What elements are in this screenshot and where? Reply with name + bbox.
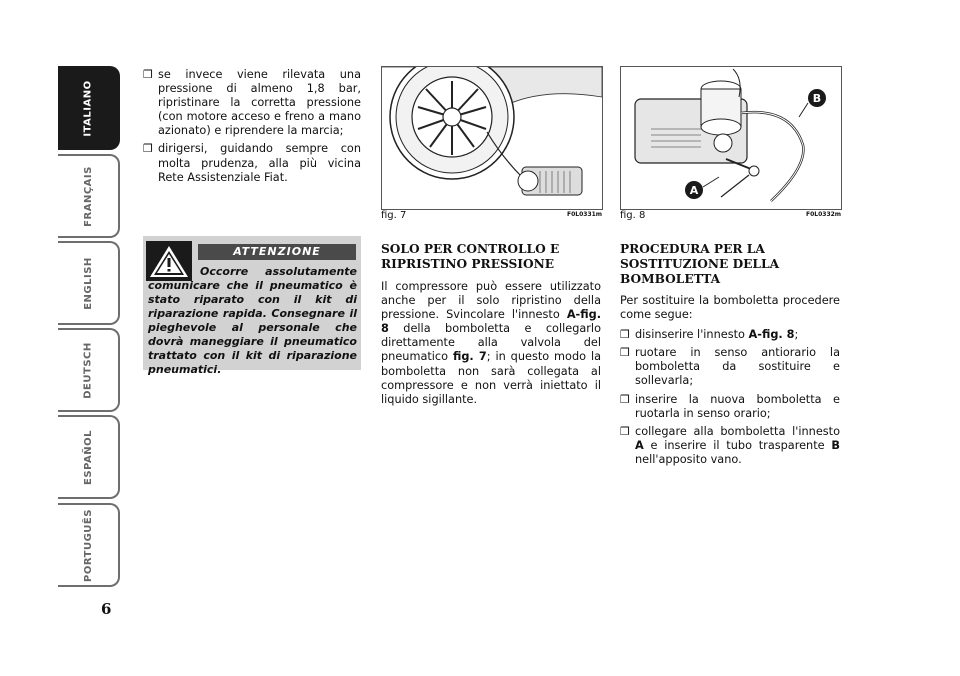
checkbox-bullet-icon: ❒: [143, 68, 153, 81]
list-item: [620, 328, 840, 342]
warning-box: [143, 236, 361, 376]
tab-label: ITALIANO: [82, 79, 94, 137]
bullet-text: dirigersi, guidando sempre con molta prudenza, alla più vicina Rete Assistenziale Fiat.: [158, 142, 361, 184]
cartridge-replacement-illustration: [621, 67, 841, 209]
tab-label: FRANÇAIS: [82, 165, 94, 227]
tab-label: PORTUGUÊS: [82, 508, 94, 582]
text-run: nell'apposito vano.: [635, 452, 742, 466]
middle-column: [381, 242, 601, 407]
tab-francais[interactable]: [58, 154, 120, 238]
checkbox-bullet-icon: ❒: [620, 346, 630, 360]
left-column: [143, 68, 361, 189]
figure-7-image: [381, 66, 603, 210]
figure-8-image: [620, 66, 842, 210]
warning-title: ATTENZIONE: [198, 244, 356, 260]
text-run: inserire la nuova bomboletta e ruotarla in senso orario;: [635, 392, 840, 420]
page-number: 6: [101, 600, 112, 618]
text-run: ruotare in senso antiorario la bomboletta da sostituire e sollevarla;: [635, 346, 840, 388]
right-column: [620, 242, 840, 471]
bold-ref: A-fig. 8: [381, 308, 601, 336]
label-b: B: [812, 92, 822, 105]
label-a: A: [689, 184, 699, 197]
list-item: [620, 393, 840, 421]
text-run: ;: [794, 328, 799, 342]
bullet-text: se invece viene rilevata una pressione di almeno 1,8 bar, ripristinare la corretta pressione (con motore acceso e freno a mano azionato) e riprendere la marcia;: [158, 68, 361, 138]
list-item: [620, 346, 840, 388]
figure-7-code: F0L0331m: [567, 211, 603, 218]
figure-8-code: F0L0332m: [806, 211, 842, 218]
tab-label: ESPAÑOL: [82, 429, 94, 485]
bold-ref: A-fig. 8: [748, 328, 795, 342]
list-item: [620, 425, 840, 467]
warning-text: Occorre assolutamente comunicare che il pneumatico è stato riparato con il kit di riparazione rapida. Consegnare il pieghevole al personale che dovrà maneggiare il pneumatico trattato con il kit di riparazione pneumatici.: [148, 265, 357, 376]
figure-8-caption: fig. 8: [620, 210, 646, 221]
tab-deutsch[interactable]: [58, 328, 120, 412]
bold-ref: B: [831, 438, 840, 452]
section-heading: SOLO PER CONTROLLO E RIPRISTINO PRESSIONE: [381, 242, 560, 271]
text-run: ; in questo modo la bomboletta non sarà collegata al compressore e non verrà iniettato il liquido sigillante.: [381, 350, 601, 406]
tab-label: DEUTSCH: [82, 341, 94, 399]
text-run: disinserire l'innesto: [635, 328, 749, 342]
list-item: [143, 68, 361, 138]
section-heading: PROCEDURA PER LA SOSTITUZIONE DELLA BOMBOLETTA: [620, 242, 780, 286]
checkbox-bullet-icon: ❒: [620, 392, 630, 406]
checkbox-bullet-icon: ❒: [143, 142, 153, 156]
tab-english[interactable]: [58, 241, 120, 325]
checkbox-bullet-icon: ❒: [620, 328, 630, 342]
text-run: della bomboletta e collegarlo direttamente alla valvola del pneumatico: [381, 322, 601, 364]
tab-italiano[interactable]: [58, 66, 120, 150]
checkbox-bullet-icon: ❒: [620, 424, 630, 438]
text-run: e inserire il tubo trasparente: [643, 438, 832, 452]
tab-label: ENGLISH: [82, 256, 94, 310]
text-run: Il compressore può essere utilizzato anche per il solo ripristino della pressione. Svincolare l'innesto: [381, 280, 601, 322]
bold-ref: fig. 7: [452, 350, 487, 364]
figure-7-caption: fig. 7: [381, 210, 407, 221]
text-run: collegare alla bomboletta l'innesto: [635, 424, 840, 438]
tire-compressor-illustration: [382, 67, 602, 209]
section-text: [381, 280, 601, 407]
intro-text: Per sostituire la bomboletta procedere come segue:: [620, 294, 840, 322]
bold-ref: A: [635, 438, 644, 452]
list-item: [143, 142, 361, 184]
tab-portugues[interactable]: [58, 503, 120, 587]
tab-espanol[interactable]: [58, 415, 120, 499]
